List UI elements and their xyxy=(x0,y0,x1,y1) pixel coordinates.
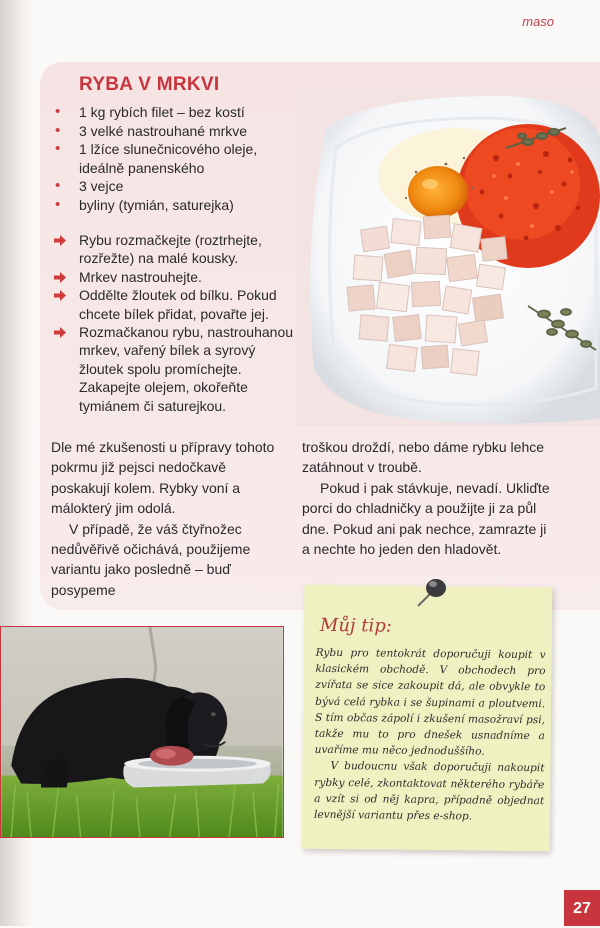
ingredient-item: • byliny (tymián, saturejka) xyxy=(54,196,304,215)
ingredient-item: • 1 kg rybích filet – bez kostí xyxy=(54,103,304,122)
step-item xyxy=(54,231,294,268)
steps-list xyxy=(54,231,294,415)
body-paragraph: V případě, že váš čtyřnožec nedůvěřivě očichává, použijeme variantu jako posledně – buď posypeme xyxy=(51,520,251,598)
tip-paragraph: V budoucnu však doporučuji nakoupit rybky celé, zkontaktovat některého rybáře a vzít si od něj kapra, případně objednat levnější variantu přes e-shop. xyxy=(313,760,545,823)
step-text: Mrkev nastrouhejte. xyxy=(79,268,202,285)
fish-carrot-plate-photo xyxy=(296,88,600,426)
page-number: 27 xyxy=(564,890,600,926)
step-item xyxy=(54,286,294,323)
ingredient-item: • 3 vejce xyxy=(54,177,304,196)
step-item xyxy=(54,323,294,415)
recipe-title: RYBA V MRKVI xyxy=(79,74,220,95)
body-text-left xyxy=(51,437,287,600)
red-arrow-icon xyxy=(54,272,66,283)
step-item xyxy=(54,268,294,286)
red-arrow-icon xyxy=(54,235,66,246)
ingredients-list xyxy=(54,103,304,215)
step-text: Rozmačkanou rybu, nastrouhanou mrkev, vařený bílek a syrový žloutek spolu promíchejte. Zakapejte olejem, okořeňte tymiánem či saturejkou. xyxy=(79,324,294,414)
step-text: Oddělte žloutek od bílku. Pokud chcete bílek přidat, povařte jej. xyxy=(79,287,277,322)
dog-eating-photo xyxy=(0,626,284,838)
tip-body xyxy=(314,645,546,826)
red-arrow-icon xyxy=(54,290,66,301)
body-paragraph: troškou droždí, nebo dáme rybku lehce zatáhnout v troubě. xyxy=(302,439,545,476)
ingredient-item: • 1 lžíce slunečnicového oleje, ideálně panenského xyxy=(54,140,304,177)
tip-title: Můj tip: xyxy=(319,614,392,637)
body-paragraph: Dle mé zkušenosti u přípravy tohoto pokrmu již pejsci nedočkavě poskakují kolem. Rybky voní a málokterý jim odolá. xyxy=(51,439,275,517)
step-text: Rybu rozmačkejte (roztrhejte, rozřežte) na malé kousky. xyxy=(79,232,262,267)
push-pin-icon xyxy=(412,572,452,612)
tip-paragraph: Rybu pro tentokrát doporučuji koupit v klasickém obchodě. V obchodech pro zvířata se sice zakoupit dá, ale obvykle to bývá celá rybka i se šupinami a ploutvemi. S tím občas zápolí i zkušení masožraví psi, takže mu to pro dnešek usnadníme a uvaříme mu něco jednoduššího. xyxy=(314,646,546,758)
body-paragraph: Pokud i pak stávkuje, nevadí. Ukliďte porci do chladničky a použijte ji za půl dne. Pokud ani pak nechce, zamrazte ji a nechte ho jeden den hladovět. xyxy=(302,479,550,558)
section-label: maso xyxy=(522,14,554,29)
tip-note xyxy=(302,585,553,852)
red-arrow-icon xyxy=(54,327,66,338)
ingredient-item: • 3 velké nastrouhané mrkve xyxy=(54,122,304,141)
body-text-right xyxy=(302,437,550,559)
